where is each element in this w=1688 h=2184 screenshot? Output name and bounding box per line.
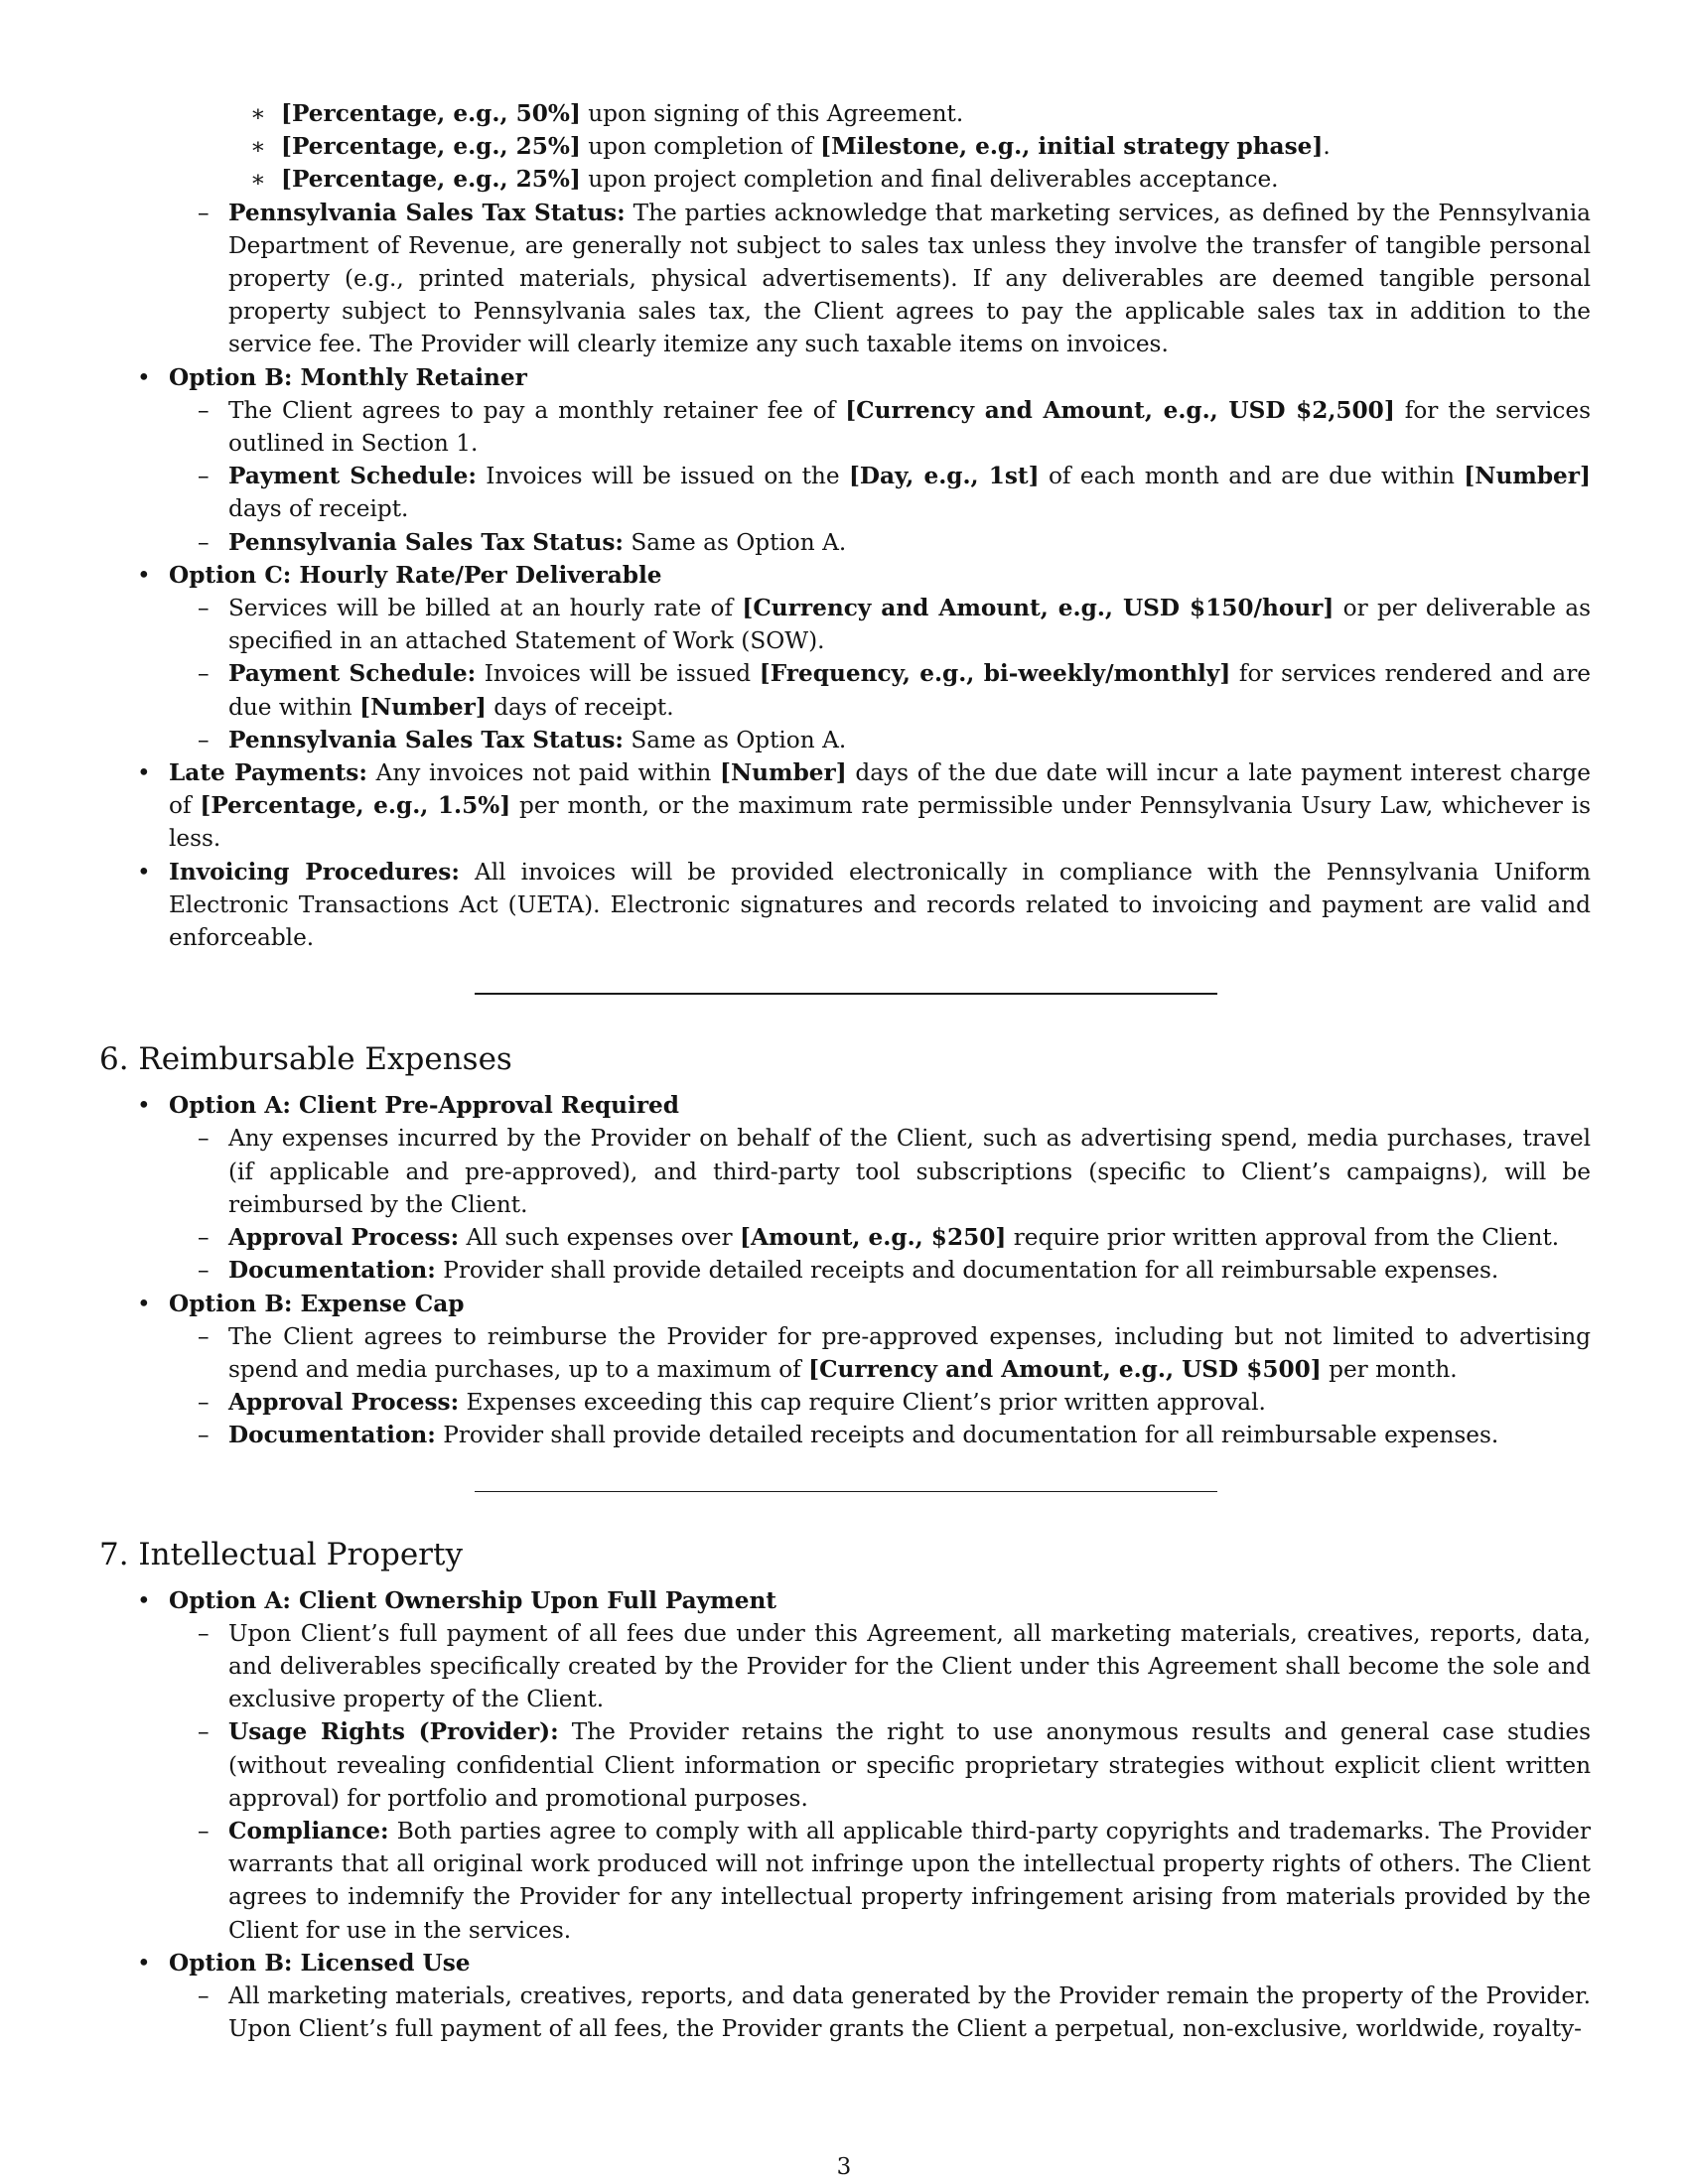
page-number: 3 [836, 2154, 852, 2180]
payment-milestone-1: ∗ [Percentage, e.g., 50%] upon signing of this Agreement. [99, 97, 1591, 130]
section-divider [475, 993, 1217, 995]
sec7-option-b-text: – All marketing materials, creatives, reports, and data generated by the Provider remain the property of the Provider. Upon Client’s full payment of all fees, the Provider grants the Client a perpetual, non-exclusive, worldwide, royalty- [99, 1979, 1591, 2045]
option-c-hourly-title: • Option C: Hourly Rate/Per Deliverable [99, 559, 1591, 592]
option-c-rate: – Services will be billed at an hourly rate of [Currency and Amount, e.g., USD $150/hour] or per deliverable as specified in an attached Statement of Work (SOW). [99, 592, 1591, 657]
sec6-option-a-approval: – Approval Process: All such expenses over [Amount, e.g., $250] require prior written approval from the Client. [99, 1221, 1591, 1254]
sec6-option-a-title: • Option A: Client Pre-Approval Required [99, 1089, 1591, 1122]
payment-milestone-3: ∗ [Percentage, e.g., 25%] upon project completion and final deliverables acceptance. [99, 163, 1591, 196]
option-a-sales-tax: – Pennsylvania Sales Tax Status: The parties acknowledge that marketing services, as defined by the Pennsylvania Department of Revenue, are generally not subject to sales tax unless they involve the transfer of tangible personal property (e.g., printed materials, physical advertisements). If any deliverables are deemed tangible personal property subject to Pennsylvania sales tax, the Client agrees to pay the applicable sales tax in addition to the service fee. The Provider will clearly itemize any such taxable items on invoices. [99, 197, 1591, 361]
sec6-option-b-title: • Option B: Expense Cap [99, 1288, 1591, 1320]
option-b-fee: – The Client agrees to pay a monthly retainer fee of [Currency and Amount, e.g., USD $2,500] for the services outlined in Section 1. [99, 394, 1591, 460]
document-page [99, 97, 1591, 2045]
option-c-payment-schedule: – Payment Schedule: Invoices will be issued [Frequency, e.g., bi-weekly/monthly] for services rendered and are due within [Number] days of receipt. [99, 657, 1591, 723]
sec6-option-b-documentation: – Documentation: Provider shall provide detailed receipts and documentation for all reimbursable expenses. [99, 1419, 1591, 1451]
payment-milestone-2: ∗ [Percentage, e.g., 25%] upon completion of [Milestone, e.g., initial strategy phase]. [99, 130, 1591, 163]
section-6-heading: 6. Reimbursable Expenses [99, 1041, 512, 1078]
sec7-option-a-title: • Option A: Client Ownership Upon Full Payment [99, 1584, 1591, 1617]
option-c-sales-tax: – Pennsylvania Sales Tax Status: Same as Option A. [99, 724, 1591, 756]
option-b-sales-tax: – Pennsylvania Sales Tax Status: Same as Option A. [99, 526, 1591, 559]
section-7-heading: 7. Intellectual Property [99, 1536, 463, 1572]
option-b-payment-schedule: – Payment Schedule: Invoices will be issued on the [Day, e.g., 1st] of each month and are due within [Number] days of receipt. [99, 460, 1591, 525]
late-payments: • Late Payments: Any invoices not paid within [Number] days of the due date will incur a late payment interest charge of [Percentage, e.g., 1.5%] per month, or the maximum rate permissible under Pennsylvania Usury Law, whichever is less. [99, 756, 1591, 856]
invoicing-procedures: • Invoicing Procedures: All invoices will be provided electronically in compliance with the Pennsylvania Uniform Electronic Transactions Act (UETA). Electronic signatures and records related to invoicing and payment are valid and enforceable. [99, 856, 1591, 955]
section-divider [475, 1491, 1217, 1492]
sec6-option-a-text: – Any expenses incurred by the Provider on behalf of the Client, such as advertising spend, media purchases, travel (if applicable and pre-approved), and third-party tool subscriptions (specific to Client’s campaigns), will be reimbursed by the Client. [99, 1122, 1591, 1221]
sec6-option-a-documentation: – Documentation: Provider shall provide detailed receipts and documentation for all reimbursable expenses. [99, 1254, 1591, 1287]
option-b-monthly-retainer-title: • Option B: Monthly Retainer [99, 361, 1591, 394]
sec7-option-a-usage-rights: – Usage Rights (Provider): The Provider retains the right to use anonymous results and general case studies (without revealing confidential Client information or specific proprietary strategies without explicit client written approval) for portfolio and promotional purposes. [99, 1715, 1591, 1815]
sec6-option-b-text: – The Client agrees to reimburse the Provider for pre-approved expenses, including but not limited to advertising spend and media purchases, up to a maximum of [Currency and Amount, e.g., USD $500] per month. [99, 1320, 1591, 1386]
sec7-option-a-text: – Upon Client’s full payment of all fees due under this Agreement, all marketing materials, creatives, reports, data, and deliverables specifically created by the Provider for the Client under this Agreement shall become the sole and exclusive property of the Client. [99, 1617, 1591, 1716]
sec6-option-b-approval: – Approval Process: Expenses exceeding this cap require Client’s prior written approval. [99, 1386, 1591, 1419]
sec7-option-b-title: • Option B: Licensed Use [99, 1947, 1591, 1979]
sec7-option-a-compliance: – Compliance: Both parties agree to comply with all applicable third-party copyrights and trademarks. The Provider warrants that all original work produced will not infringe upon the intellectual property rights of others. The Client agrees to indemnify the Provider for any intellectual property infringement arising from materials provided by the Client for use in the services. [99, 1815, 1591, 1947]
